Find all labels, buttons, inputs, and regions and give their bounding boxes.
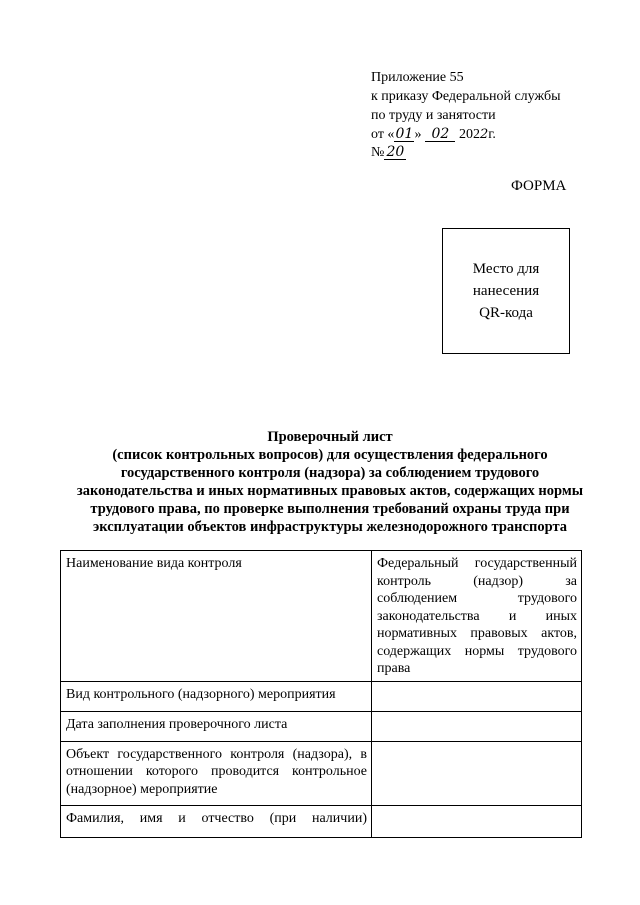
row-value: Федеральный государственный контроль (надзор) за соблюдением трудового законодательства и иных нормативных правовых актов, содержащих нормы трудового права bbox=[371, 551, 581, 682]
document-title bbox=[40, 428, 620, 536]
appendix-header bbox=[371, 68, 560, 144]
table-row bbox=[61, 681, 582, 711]
qr-placeholder-line1: Место для bbox=[472, 261, 540, 277]
date-year-prefix: 202 bbox=[458, 127, 480, 142]
appendix-service-line: по труду и занятости bbox=[371, 108, 496, 123]
appendix-order-line: к приказу Федеральной службы bbox=[371, 89, 561, 104]
date-year-suffix: г. bbox=[488, 127, 496, 142]
row-value bbox=[371, 711, 581, 741]
appendix-date-line bbox=[371, 125, 560, 144]
order-number bbox=[371, 145, 406, 161]
qr-placeholder-line2: нанесения bbox=[472, 283, 540, 299]
row-label: Фамилия, имя и отчество (при наличии) bbox=[61, 805, 372, 837]
order-number-value: 20 bbox=[384, 145, 406, 160]
title-line1: Проверочный лист bbox=[267, 429, 393, 445]
appendix-title: Приложение 55 bbox=[371, 70, 464, 85]
date-prefix: от « bbox=[371, 127, 395, 142]
row-label bbox=[61, 741, 372, 805]
date-year-digit: 2 bbox=[479, 127, 489, 142]
checklist-info-table bbox=[60, 550, 582, 838]
title-line2: (список контрольных вопросов) для осуществления федерального bbox=[112, 447, 548, 463]
qr-placeholder-line3: QR-кода bbox=[479, 305, 533, 321]
qr-code-placeholder bbox=[442, 228, 570, 354]
table-row bbox=[61, 711, 582, 741]
row-value bbox=[371, 741, 581, 805]
title-line5: трудового права, по проверке выполнения требований охраны труда при bbox=[90, 501, 570, 517]
table-row bbox=[61, 551, 582, 682]
date-mid: » bbox=[414, 127, 422, 142]
table-row bbox=[61, 805, 582, 837]
date-day: 01 bbox=[395, 126, 414, 142]
table-row bbox=[61, 741, 582, 805]
title-line3: государственного контроля (надзора) за соблюдением трудового bbox=[120, 465, 540, 481]
row-label: Наименование вида контроля bbox=[61, 551, 372, 682]
row-label-text: Объект государственного контроля (надзора), в отношении которого проводится контрольное (надзорное) мероприятие bbox=[66, 746, 367, 797]
date-month: 02 bbox=[425, 127, 455, 142]
title-line4: законодательства и иных нормативных правовых актов, содержащих нормы bbox=[76, 483, 584, 499]
title-line6: эксплуатации объектов инфраструктуры железнодорожного транспорта bbox=[92, 519, 567, 535]
row-value bbox=[371, 805, 581, 837]
form-label: ФОРМА bbox=[511, 178, 567, 194]
order-number-label: № bbox=[371, 145, 385, 160]
row-label: Дата заполнения проверочного листа bbox=[61, 711, 372, 741]
row-value bbox=[371, 681, 581, 711]
row-label: Вид контрольного (надзорного) мероприятия bbox=[61, 681, 372, 711]
